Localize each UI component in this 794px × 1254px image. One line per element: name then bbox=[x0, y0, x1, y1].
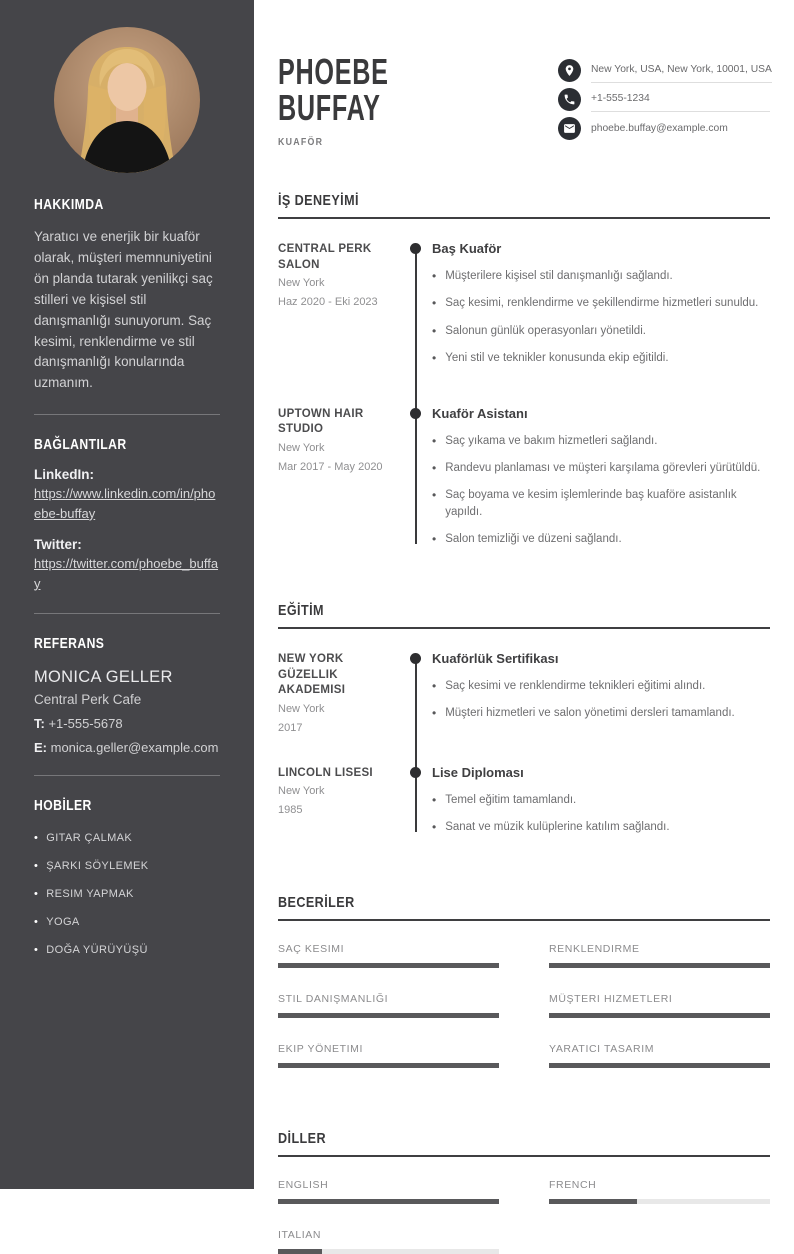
language-label: ITALIAN bbox=[278, 1229, 322, 1242]
last-name: BUFFAY bbox=[278, 87, 381, 128]
contact-phone bbox=[558, 85, 770, 114]
language-label: ENGLISH bbox=[278, 1179, 329, 1192]
linkedin-label: LinkedIn: bbox=[34, 467, 94, 483]
language-item bbox=[278, 1229, 499, 1254]
contact-address-text: New York, USA, New York, 10001, USA bbox=[591, 58, 772, 83]
section-skills bbox=[278, 894, 770, 1068]
bullet-item: • Saç yıkama ve bakım hizmetleri sağlandı. bbox=[432, 433, 770, 450]
reference-name: MONICA GELLER bbox=[34, 668, 173, 687]
location-pin-icon bbox=[558, 59, 581, 82]
language-label: FRENCH bbox=[549, 1179, 597, 1192]
bullet-item: • Salon temizliği ve düzeni sağlandı. bbox=[432, 531, 770, 548]
job-role: Kuaför Asistanı bbox=[432, 405, 528, 421]
about-text: Yaratıcı ve enerjik bir kuaför olarak, müşteri memnuniyetini ön planda tutarak yenilikçi saç stilleri ve kişisel stil danışmanlığı sunuyorum. Saç kesimi, renklendirme ve stil danışmanlığı konularında uzmanım. bbox=[34, 229, 213, 391]
contact-address bbox=[558, 56, 770, 85]
sidebar-section-about bbox=[34, 197, 220, 394]
section-languages bbox=[278, 1130, 770, 1254]
skill-item bbox=[278, 943, 499, 968]
timeline-dot-icon bbox=[410, 767, 421, 778]
education-body bbox=[278, 629, 770, 846]
skill-item bbox=[549, 993, 770, 1018]
experience-body bbox=[278, 219, 770, 558]
bullet-item: • Sanat ve müzik kulüplerine katılım sağlandı. bbox=[432, 819, 770, 836]
languages-grid bbox=[278, 1157, 770, 1254]
hobby-item: • RESIM YAPMAK bbox=[34, 888, 220, 900]
school-location: New York bbox=[278, 702, 325, 715]
company-location: New York bbox=[278, 441, 325, 454]
school-location: New York bbox=[278, 785, 325, 798]
bullet-item: • Saç kesimi ve renklendirme teknikleri eğitimi alındı. bbox=[432, 678, 770, 695]
skill-item bbox=[549, 1043, 770, 1068]
skill-label: STIL DANIŞMANLIĞI bbox=[278, 993, 389, 1006]
bullet-item: • Müşterilere kişisel stil danışmanlığı sağlandı. bbox=[432, 268, 770, 285]
language-item bbox=[549, 1179, 770, 1204]
header bbox=[278, 50, 770, 148]
job-dates: Mar 2017 - May 2020 bbox=[278, 460, 383, 473]
company-name: UPTOWN HAIR STUDIO bbox=[278, 407, 364, 436]
experience-entry bbox=[278, 406, 770, 559]
skills-grid bbox=[278, 921, 770, 1068]
skill-bar bbox=[549, 963, 770, 968]
education-entry bbox=[278, 765, 770, 847]
language-item bbox=[278, 1179, 499, 1204]
hobbies-list bbox=[34, 832, 220, 956]
company-location: New York bbox=[278, 277, 325, 290]
first-name: PHOEBE bbox=[278, 51, 389, 92]
skill-bar bbox=[549, 1063, 770, 1068]
sidebar-section-hobbies bbox=[34, 798, 220, 956]
education-bullets bbox=[432, 792, 770, 837]
reference-company: Central Perk Cafe bbox=[34, 692, 142, 708]
bullet-item: • Randevu planlaması ve müşteri karşılama görevleri yürütüldü. bbox=[432, 460, 770, 477]
reference-email: E: monica.geller@example.com bbox=[34, 740, 219, 756]
sidebar-divider bbox=[34, 613, 220, 614]
skill-label: MÜŞTERI HIZMETLERI bbox=[549, 993, 673, 1006]
main-content bbox=[254, 0, 794, 1242]
languages-heading: DİLLER bbox=[278, 1130, 770, 1157]
experience-entry bbox=[278, 241, 770, 378]
language-bar bbox=[278, 1249, 499, 1254]
links-heading: BAĞLANTILAR bbox=[34, 437, 127, 454]
education-heading: EĞİTİM bbox=[278, 602, 770, 629]
skill-item bbox=[549, 943, 770, 968]
twitter-link[interactable]: https://twitter.com/phoebe_buffay bbox=[34, 556, 219, 591]
sidebar-section-reference bbox=[34, 636, 220, 755]
hobby-item: • GITAR ÇALMAK bbox=[34, 832, 220, 844]
bullet-item: • Temel eğitim tamamlandı. bbox=[432, 792, 770, 809]
phone-icon bbox=[558, 88, 581, 111]
bullet-item: • Yeni stil ve teknikler konusunda ekip eğitildi. bbox=[432, 350, 770, 367]
timeline-dot-icon bbox=[410, 653, 421, 664]
sidebar-section-links bbox=[34, 437, 220, 593]
profile-photo bbox=[54, 27, 200, 173]
section-education bbox=[278, 602, 770, 846]
skill-bar bbox=[549, 1013, 770, 1018]
sidebar-divider bbox=[34, 414, 220, 415]
degree-name: Lise Diploması bbox=[432, 764, 524, 780]
hobbies-heading: HOBİLER bbox=[34, 798, 92, 815]
name-block bbox=[278, 50, 436, 148]
timeline-dot-icon bbox=[410, 243, 421, 254]
skill-label: RENKLENDIRME bbox=[549, 943, 640, 956]
contact-list bbox=[558, 56, 770, 143]
skill-item bbox=[278, 993, 499, 1018]
language-bar bbox=[549, 1199, 770, 1204]
timeline-dot-icon bbox=[410, 408, 421, 419]
linkedin-link[interactable]: https://www.linkedin.com/in/phoebe-buffay bbox=[34, 486, 216, 521]
education-dates: 1985 bbox=[278, 803, 303, 816]
skills-heading: BECERİLER bbox=[278, 894, 770, 921]
bullet-item: • Müşteri hizmetleri ve salon yönetimi dersleri tamamlandı. bbox=[432, 705, 770, 722]
skill-label: YARATICI TASARIM bbox=[549, 1043, 655, 1056]
sidebar bbox=[0, 0, 254, 1189]
about-heading: HAKKIMDA bbox=[34, 197, 104, 213]
reference-heading: REFERANS bbox=[34, 636, 105, 653]
job-bullets bbox=[432, 433, 770, 549]
contact-email bbox=[558, 114, 770, 143]
degree-name: Kuaförlük Sertifikası bbox=[432, 651, 559, 667]
twitter-label: Twitter: bbox=[34, 537, 82, 553]
skill-label: SAÇ KESIMI bbox=[278, 943, 345, 956]
sidebar-divider bbox=[34, 775, 220, 776]
education-bullets bbox=[432, 678, 770, 723]
school-name: NEW YORK GÜZELLIK AKADEMISI bbox=[278, 653, 346, 697]
bullet-item: • Salonun günlük operasyonları yönetildi. bbox=[432, 323, 770, 340]
page-title: KUAFÖR bbox=[278, 136, 324, 148]
hobby-item: • ŞARKI SÖYLEMEK bbox=[34, 860, 220, 872]
skill-label: EKIP YÖNETIMI bbox=[278, 1043, 364, 1056]
skill-bar bbox=[278, 963, 499, 968]
skill-bar bbox=[278, 1063, 499, 1068]
school-name: LINCOLN LISESI bbox=[278, 766, 373, 779]
email-icon bbox=[558, 117, 581, 140]
hobby-item: • DOĞA YÜRÜYÜŞÜ bbox=[34, 944, 220, 956]
section-experience bbox=[278, 192, 770, 558]
bullet-item: • Saç boyama ve kesim işlemlerinde baş kuaföre asistanlık yapıldı. bbox=[432, 487, 770, 520]
job-bullets bbox=[432, 268, 770, 368]
hobby-item: • YOGA bbox=[34, 916, 220, 928]
education-dates: 2017 bbox=[278, 721, 303, 734]
language-bar bbox=[278, 1199, 499, 1204]
bullet-item: • Saç kesimi, renklendirme ve şekillendirme hizmetleri sunuldu. bbox=[432, 295, 770, 312]
experience-heading: İŞ DENEYİMİ bbox=[278, 192, 770, 219]
contact-phone-text: +1-555-1234 bbox=[591, 87, 770, 112]
reference-phone: T: +1-555-5678 bbox=[34, 716, 123, 732]
education-entry bbox=[278, 651, 770, 736]
job-role: Baş Kuaför bbox=[432, 241, 502, 256]
skill-bar bbox=[278, 1013, 499, 1018]
contact-email-text: phoebe.buffay@example.com bbox=[591, 122, 728, 134]
job-dates: Haz 2020 - Eki 2023 bbox=[278, 295, 378, 308]
skill-item bbox=[278, 1043, 499, 1068]
company-name: CENTRAL PERK SALON bbox=[278, 243, 372, 271]
